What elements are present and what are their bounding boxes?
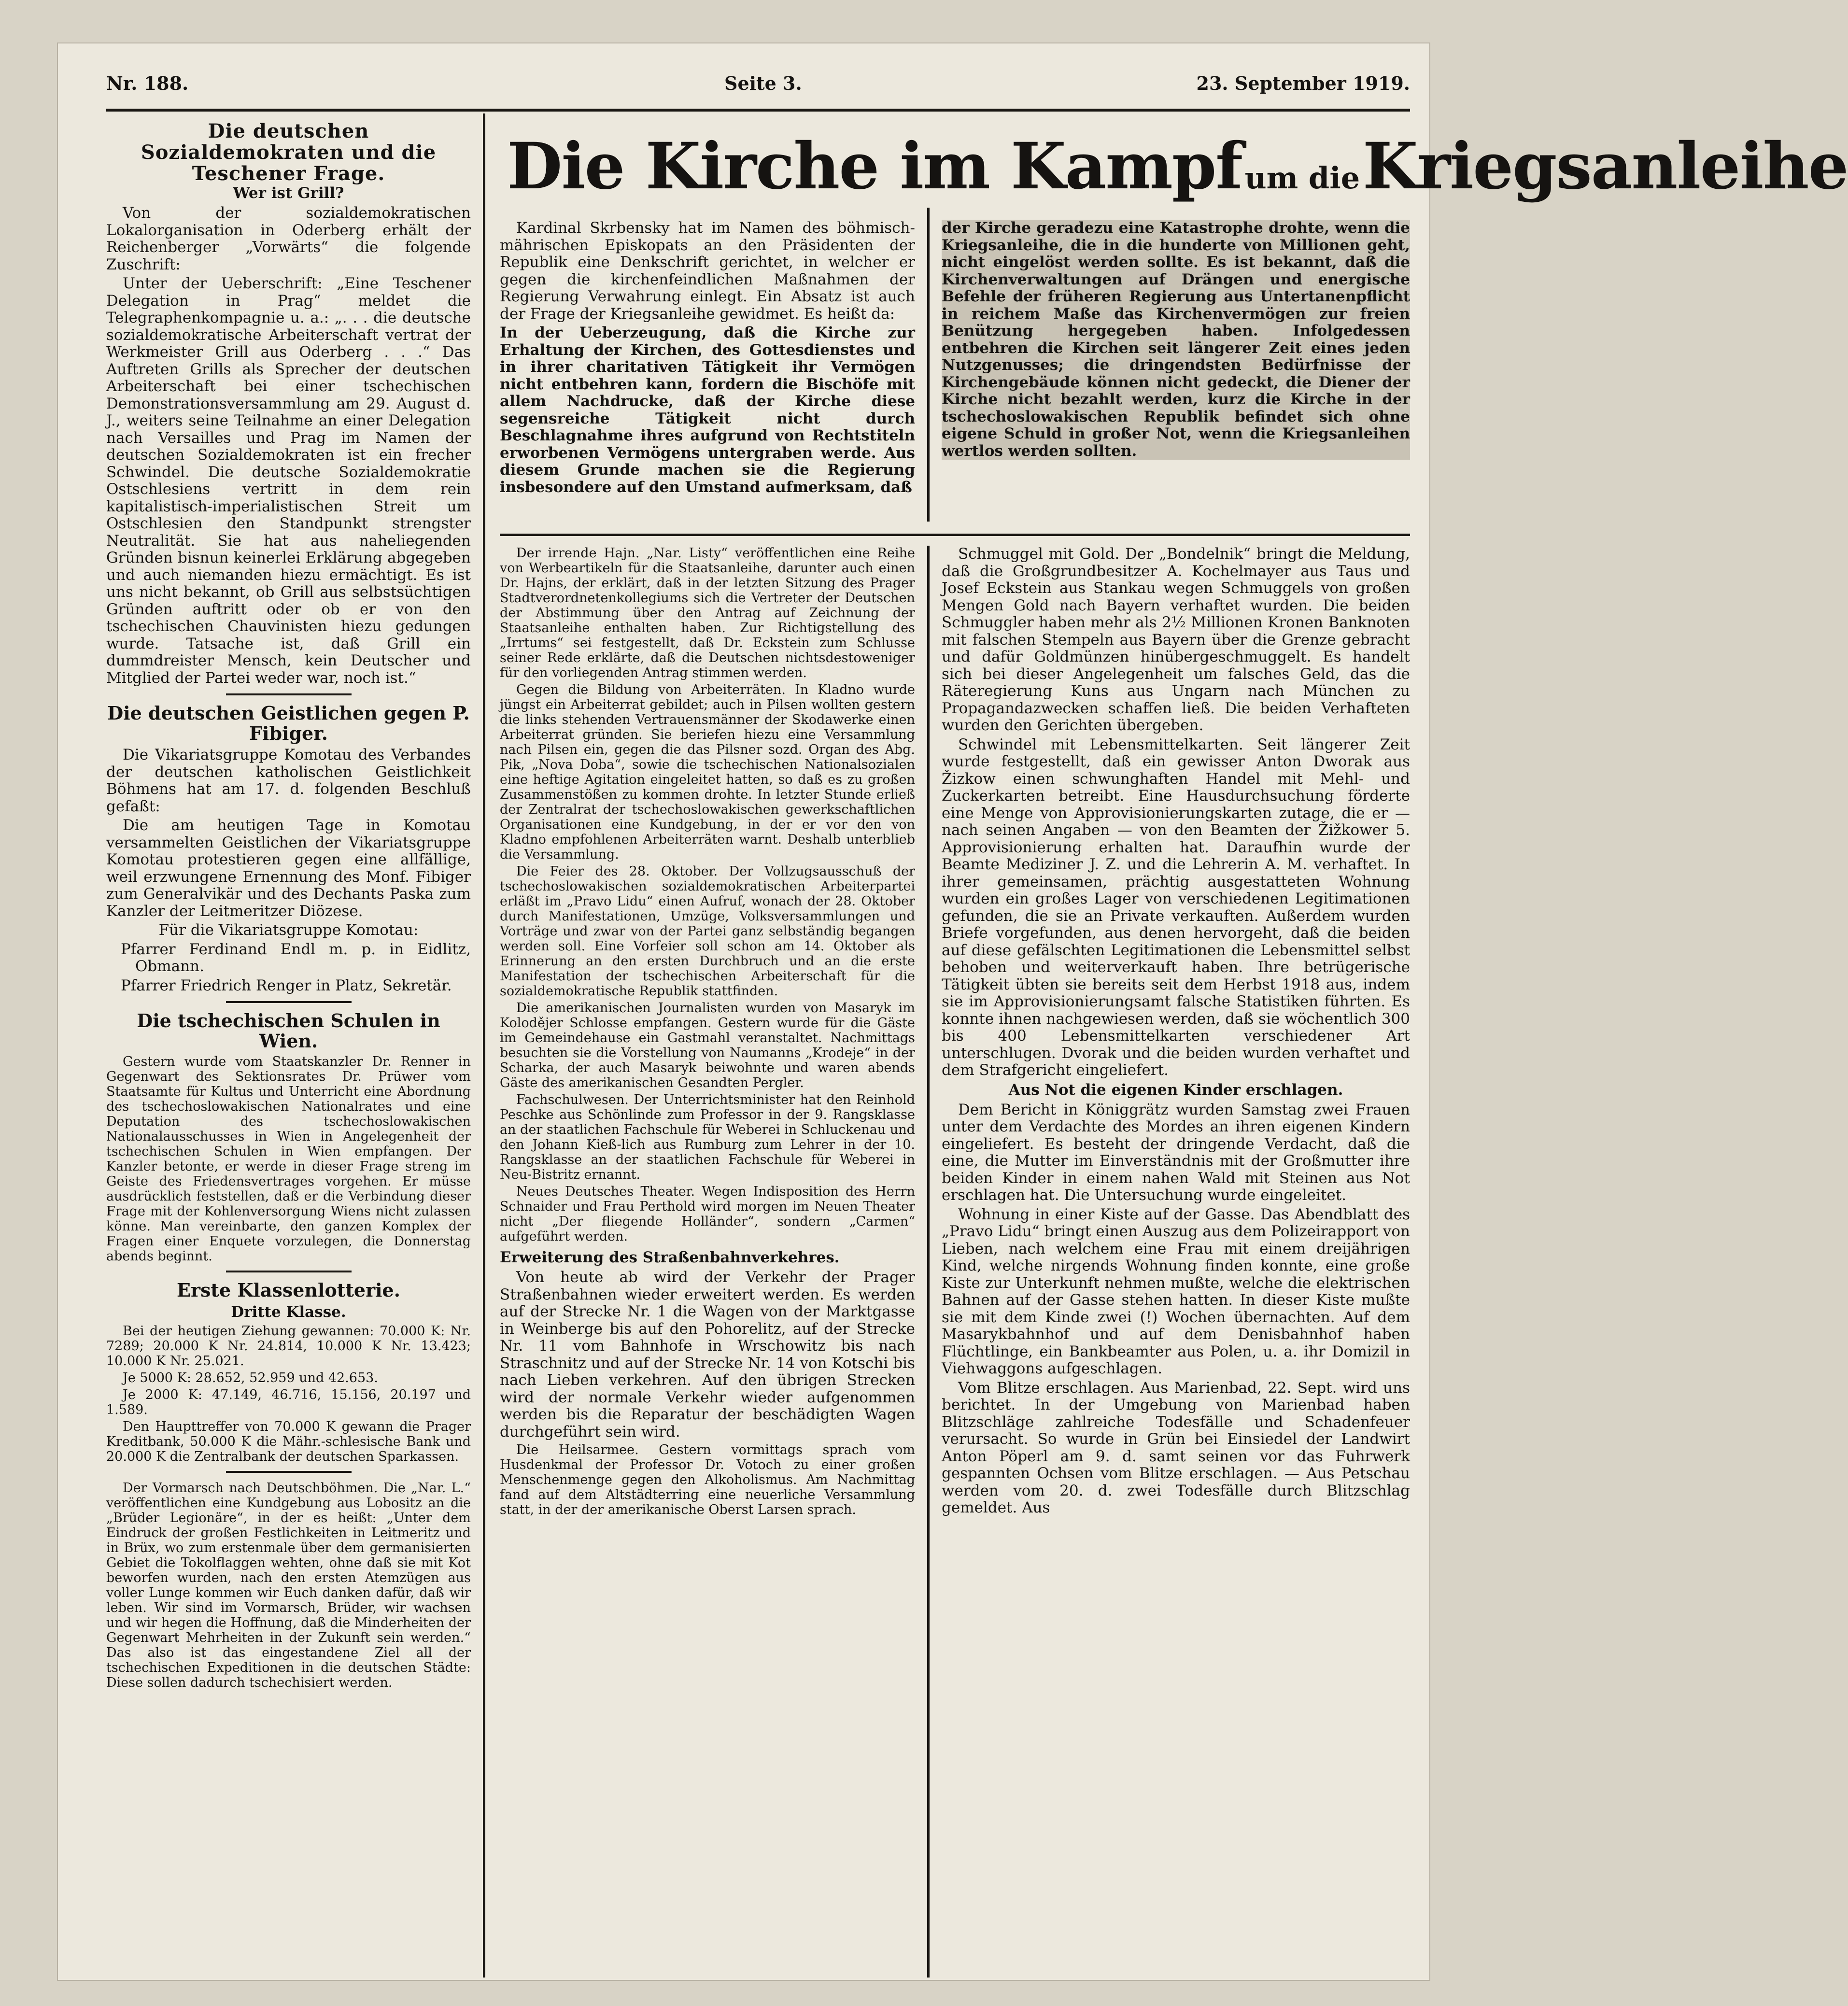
news-item: Vom Blitze erschlagen. Aus Marienbad, 22. Sept. wird uns berichtet. In der Umgebung von Marienbad haben Blitzschläge zahlreiche Todesfälle und Schadenfeuer verursacht. So wurde in Grün bei Einsiedel der Landwirt Anton Pöperl am 9. d. samt seinen vor das Fuhrwerk gespannten Ochsen vom Blitze erschlagen. — Aus Petschau werden vom 20. d. zwei Todesfälle durch Blitzschlag gemeldet. Aus (942, 1379, 1410, 1516)
article-title-lotterie: Erste Klassenlotterie. (177, 1279, 400, 1301)
article-paragraph: Je 2000 K: 47.149, 46.716, 15.156, 20.197 und 1.589. (106, 1387, 471, 1417)
issue-date: 23. September 1919. (1196, 72, 1410, 94)
column-rule-2 (927, 546, 930, 1978)
banner-part1: Die Kirche im Kampf (507, 129, 1242, 204)
news-item: Fachschulwesen. Der Unterrichtsminister hat den Reinhold Peschke aus Schönlinde zum Professor in der 9. Rangsklasse an der staatlichen Fachschule für Weberei in Schluckenau und den Johann Kieß-lich aus Rumburg zum Lehrer in der 10. Rangsklasse an der staatlichen Fachschule für Weberei in Neu-Bistritz ernannt. (500, 1092, 915, 1182)
banner-article-right (942, 220, 1410, 462)
news-item: Von heute ab wird der Verkehr der Prager Straßenbahnen wieder erweitert werden. Es werden auf der Strecke Nr. 1 die Wagen von der Marktgasse in Weinberge bis auf den Pohorelitz, auf der Strecke Nr. 11 vom Bahnhofe in Wrschowitz bis nach Straschnitz und auf der Strecke Nr. 14 von Kotschi bis nach Lieben verkehren. Auf den übrigen Strecken wird der normale Verkehr wieder aufgenommen werden bis die Reparatur der beschädigten Wagen durchgeführt sein wird. (500, 1269, 915, 1441)
article-quote: der Kirche geradezu eine Katastrophe drohte, wenn die Kriegsanleihe, die in die hunderte von Millionen geht, nicht eingelöst werden sollte. Es ist bekannt, daß die Kirchenverwaltungen auf Drängen und energische Befehle der früheren Regierung aus Untertanenpflicht in reichem Maße das Kirchenvermögen zur freien Benützung hergegeben haben. Infolgedessen entbehren die Kirchen seit längerer Zeit eines jeden Nutzgenusses; die dringendsten Bedürfnisse der Kirchengebäude können nicht gedeckt, die Diener der Kirche nicht bezahlt werden, kurz die Kirche in der tschechoslowakischen Republik befindet sich ohne eigene Schuld in großer Not, wenn die Kriegsanleihen wertlos werden sollten. (942, 219, 1410, 460)
news-item: Wohnung in einer Kiste auf der Gasse. Das Abendblatt des „Pravo Lidu“ bringt einen Auszug aus dem Polizeirapport von Lieben, nach welchem eine Frau mit einem dreijährigen Kind, welche nirgends Wohnung finden konnte, eine große Kiste zur Unterkunft nehmen mußte, welche die elektrischen Bahnen auf der Gasse stehen hatten. In dieser Kiste mußte sie mit dem Kinde zwei (!) Wochen übernachten. Auf dem Masarykbahnhof und auf dem Denisbahnhof haben Flüchtlinge, ein Bankbeamter aus Polen, u. a. ihr Domizil in Viehwaggons aufgeschlagen. (942, 1205, 1410, 1377)
column-left (106, 121, 471, 1692)
news-item: Neues Deutsches Theater. Wegen Indisposition des Herrn Schnaider und Frau Perthold wird morgen im Neuen Theater nicht „Der fliegende Holländer“, sondern „Carmen“ aufgeführt werden. (500, 1184, 915, 1244)
article-paragraph: Von der sozialdemokratischen Lokalorganisation in Oderberg erhält der Reichenberger „Vorwärts“ die folgende Zuschrift: (106, 204, 471, 273)
column-middle (500, 546, 915, 1519)
article-paragraph: Kardinal Skrbensky hat im Namen des böhmisch-mährischen Episkopats an den Präsidenten der Republik eine Denkschrift gerichtet, in welcher er gegen die kirchenfeindlichen Maßnahmen der Regierung Verwahrung einlegt. Ein Absatz ist auch der Frage der Kriegsanleihe gewidmet. Es heißt da: (500, 219, 915, 323)
article-quote: In der Ueberzeugung, daß die Kirche zur Erhaltung der Kirchen, des Gottesdienstes und in ihrer charitativen Tätigkeit ihr Vermögen nicht entbehren kann, fordern die Bischöfe mit allem Nachdrucke, daß der Kirche diese segensreiche Tätigkeit nicht durch Beschlagnahme ihres aufgrund von Rechtstiteln erworbenen Vermögens untergraben werde. Aus diesem Grunde machen sie die Regierung insbesondere auf den Umstand aufmerksam, daß (500, 324, 915, 496)
news-title-strassenbahn: Erweiterung des Straßenbahnverkehres. (500, 1249, 840, 1266)
banner-section-rule (500, 534, 1410, 536)
separator (226, 1271, 352, 1272)
news-item: Schwindel mit Lebensmittelkarten. Seit längerer Zeit wurde festgestellt, daß ein gewisser Anton Dworak aus Žizkow einen schwunghaften Handel mit Mehl- und Zuckerkarten betreibt. Eine Hausdurchsuchung förderte eine Menge von Approvisionierungskarten zutage, die er — nach seinen Angaben — von den Beamten der Žižkower 5. Approvisionierung erhalten hat. Daraufhin wurde der Beamte Mediziner J. Z. und die Lehrerin A. M. verhaftet. In ihrer gemeinsamen, prächtig ausgestatteten Wohnung wurden ein großes Lager von verschiedenen Legitimationen gefunden, die sie an Private verkauften. Außerdem wurden Briefe vorgefunden, aus denen hervorgeht, daß die beiden auf diese gefälschten Legitimationen die Lebensmittel selbst behoben und weiterverkauft haben. Ihre betrügerische Tätigkeit übten sie bereits seit dem Herbst 1918 aus, indem sie im Approvisionierungsamt falsche Statistiken führten. Es konnte ihnen nachgewiesen werden, daß sie wöchentlich 300 bis 400 Lebensmittelkarten verschiedener Art unterschlugen. Dvorak und die beiden wurden verhaftet und dem Strafgericht eingeliefert. (942, 735, 1410, 1079)
article-paragraph: Gestern wurde vom Staatskanzler Dr. Renner in Gegenwart des Sektionsrates Dr. Prüwer vom Staatsamte für Kultus und Unterricht eine Abordnung des tschechoslowakischen Nationalrates und eine Deputation des tschechoslowakischen Nationalausschusses in Wien in Angelegenheit der tschechischen Schulen in Wien empfangen. Der Kanzler betonte, er werde in dieser Frage streng im Geiste des Friedensvertrages vorgehen. Er müsse ausdrücklich feststellen, daß er die Verbindung dieser Frage mit der Kohlenversorgung Wiens nicht zulassen könne. Man vereinbarte, den ganzen Komplex der Fragen einer Enquete vorzulegen, die Donnerstag abends beginnt. (106, 1054, 471, 1264)
article-paragraph: Unter der Ueberschrift: „Eine Teschener Delegation in Prag“ meldet die Telegraphenkompagnie u. a.: „. . . die deutsche sozialdemokratische Arbeiterschaft vertrat der Werkmeister Grill aus Oderberg . . .“ Das Auftreten Grills als Sprecher der deutschen Arbeiterschaft bei einer tschechischen Demonstrationsversammlung am 29. August d. J., weiters seine Teilnahme an einer Delegation nach Versailles und Prag im Namen der deutschen Sozialdemokraten ist ein frecher Schwindel. Die deutsche Sozialdemokratie Ostschlesiens vertritt in dem rein kapitalistisch-imperialistischen Streit um Ostschlesien den Standpunkt strengster Neutralität. Sie hat aus naheliegenden Gründen bisnun keinerlei Erklärung abgegeben und auch niemanden hiezu ermächtigt. Es ist uns nicht bekannt, ob Grill aus selbstsüchtigen Gründen auftritt oder ob er von den tschechischen Chauvinisten hiezu gedungen wurde. Tatsache ist, daß Grill ein dummdreister Mensch, kein Deutscher und Mitglied der Partei weder war, noch ist.“ (106, 275, 471, 687)
banner-part3: Kriegsanleihe (1362, 129, 1848, 204)
news-item: Die Heilsarmee. Gestern vormittags sprach vom Husdenkmal der Professor Dr. Votoch zu einer großen Menschenmenge gegen den Alkoholismus. Am Nachmittag fand auf dem Altstädterring eine neuerliche Versammlung statt, in der der amerikanische Oberst Larsen sprach. (500, 1442, 915, 1517)
article-paragraph: Die Vikariatsgruppe Komotau des Verbandes der deutschen katholischen Geistlichkeit Böhmens hat am 17. d. folgenden Beschluß gefaßt: (106, 746, 471, 815)
signature-line: Pfarrer Friedrich Renger in Platz, Sekretär. (121, 976, 452, 994)
issue-number: Nr. 188. (106, 72, 189, 94)
column-right (942, 546, 1410, 1519)
separator (226, 693, 352, 695)
article-paragraph: Bei der heutigen Ziehung gewannen: 70.000 K: Nr. 7289; 20.000 K Nr. 24.814, 10.000 K Nr. 13.423; 10.000 K Nr. 25.021. (106, 1324, 471, 1369)
news-item: Die Feier des 28. Oktober. Der Vollzugsausschuß der tschechoslowakischen sozialdemokratischen Arbeiterpartei erläßt im „Pravo Lidu“ einen Aufruf, wonach der 28. Oktober durch Manifestationen, Umzüge, Volksversammlungen und Vorträge und zwar von der Partei ganz selbständig begangen werden soll. Eine Vorfeier soll schon am 14. Oktober als Erinnerung an den ersten Durchbruch und an die erste Manifestation der tschechischen Arbeiterschaft für die sozialdemokratische Republik stattfinden. (500, 864, 915, 999)
banner-part2: um die (1244, 160, 1360, 196)
article-subtitle-klasse: Dritte Klasse. (231, 1303, 346, 1321)
page-header (106, 68, 1410, 101)
banner-headline (507, 126, 1848, 212)
news-item: Schmuggel mit Gold. Der „Bondelnik“ bringt die Meldung, daß die Großgrundbesitzer A. Kochelmayer aus Taus und Josef Eckstein aus Stankau wegen Schmuggels von großen Mengen Gold nach Bayern verhaftet wurden. Die beiden Schmuggler haben mehr als 2½ Millionen Kronen Banknoten mit falschen Stempeln aus Bayern über die Grenze gebracht und dafür Goldmünzen hinübergeschmuggelt. Es handelt sich bei dieser Angelegenheit um falsches Geld, das die Räteregierung Kuns aus Ungarn nach München zu Propagandazwecken schaffen ließ. Die beiden Verhafteten wurden den Gerichten übergeben. (942, 545, 1410, 734)
article-title-geistliche: Die deutschen Geistlichen gegen P. Fibiger. (107, 702, 470, 744)
article-paragraph: Je 5000 K: 28.652, 52.959 und 42.653. (123, 1370, 378, 1385)
article-title-sozialdemokraten: Die deutschen Sozialdemokraten und die Teschener Frage. (141, 120, 437, 185)
news-title-kinder: Aus Not die eigenen Kinder erschlagen. (1008, 1081, 1343, 1099)
article-title-schulen: Die tschechischen Schulen in Wien. (137, 1010, 440, 1052)
separator (226, 1001, 352, 1003)
separator (226, 1471, 352, 1473)
article-paragraph: Die am heutigen Tage in Komotau versammelten Geistlichen der Vikariatsgruppe Komotau protestieren gegen eine allfällige, weil erzwungene Ernennung des Monf. Fibiger zum Generalvikär und des Dechants Paska zum Kanzler der Leitmeritzer Diözese. (106, 817, 471, 920)
news-item: Gegen die Bildung von Arbeiterräten. In Kladno wurde jüngst ein Arbeiterrat gebildet; auch in Pilsen wollten gestern die links stehenden Vertrauensmänner der Skodawerke einen Arbeiterrat gründen. Sie beriefen hiezu eine Versammlung nach Pilsen ein, gegen die das Pilsner sozd. Organ des Abg. Pik, „Nova Doba“, sowie die tschechischen Nationalsozialen eine heftige Agitation eingeleitet hatten, so daß es zu großen Zusammenstößen zu kommen drohte. In letzter Stunde erließ der Zentralrat der tschechoslowakischen gewerkschaftlichen Organisationen eine Kundgebung, in der er vor den von Kladno empfohlenen Arbeiterräten warnt. Deshalb unterblieb die Versammlung. (500, 682, 915, 862)
header-rule (106, 109, 1410, 112)
signature-line: Pfarrer Ferdinand Endl m. p. in Eidlitz, Obmann. (121, 940, 471, 975)
article-paragraph: Den Haupttreffer von 70.000 K gewann die Prager Kreditbank, 50.000 K die Mähr.-schlesische Bank und 20.000 K die Zentralbank der deutschen Sparkassen. (106, 1419, 471, 1464)
column-rule-top (927, 208, 930, 522)
article-paragraph: Der Vormarsch nach Deutschböhmen. Die „Nar. L.“ veröffentlichen eine Kundgebung aus Lobositz an die „Brüder Legionäre“, in der es heißt: „Unter dem Eindruck der großen Festlichkeiten in Leitmeritz und in Brüx, wo zum erstenmale über dem germanisierten Gebiet die Tokolflaggen wehten, ohne daß sie mit Kot beworfen wurden, nach den ersten Atemzügen aus voller Lunge kommen wir Euch danken dafür, daß wir leben. Wir sind im Vormarsch, Brüder, wir wachsen und wir hegen die Hoffnung, daß die Minderheiten der Gegenwart Mehrheiten in der Zukunft sein werden.“ Das also ist das eingestandene Ziel all der tschechischen Expeditionen in die deutschen Städte: Diese sollen dadurch tschechisiert werden. (106, 1481, 471, 1690)
banner-article-left (500, 220, 915, 498)
signature-line: Für die Vikariatsgruppe Komotau: (158, 921, 419, 939)
news-item: Der irrende Hajn. „Nar. Listy“ veröffentlichen eine Reihe von Werbeartikeln für die Staatsanleihe, darunter auch einen Dr. Hajns, der erklärt, daß in der letzten Sitzung des Prager Stadtverordnetenkollegiums sich die Vertreter der Deutschen der Abstimmung über den Antrag auf Zeichnung der Staatsanleihe enthalten haben. Zur Richtigstellung des „Irrtums“ sei festgestellt, daß Dr. Eckstein zum Schlusse seiner Rede erklärte, daß die Deutschen nichtsdestoweniger für den vorliegenden Antrag stimmen werden. (500, 546, 915, 680)
news-item: Dem Bericht in Königgrätz wurden Samstag zwei Frauen unter dem Verdachte des Mordes an ihren eigenen Kindern eingeliefert. Es besteht der dringende Verdacht, daß die eine, die Mutter im Einverständnis mit der Großmutter ihre beiden Kinder in einem nahen Wald mit Steinen aus Not erschlagen hat. Die Untersuchung wurde eingeleitet. (942, 1101, 1410, 1204)
news-item: Die amerikanischen Journalisten wurden von Masaryk im Kolodějer Schlosse empfangen. Gestern wurde für die Gäste im Gemeindehause ein Gastmahl veranstaltet. Nachmittags besuchten sie die Vorstellung von Naumanns „Krodeje“ in der Scharka, der auch Masaryk beiwohnte und waren abends Gäste des amerikanischen Gesandten Pergler. (500, 1001, 915, 1090)
newspaper-page (58, 43, 1848, 1980)
page-number: Seite 3. (724, 72, 802, 94)
column-rule-1 (483, 113, 485, 1978)
article-subtitle-grill: Wer ist Grill? (233, 184, 344, 202)
